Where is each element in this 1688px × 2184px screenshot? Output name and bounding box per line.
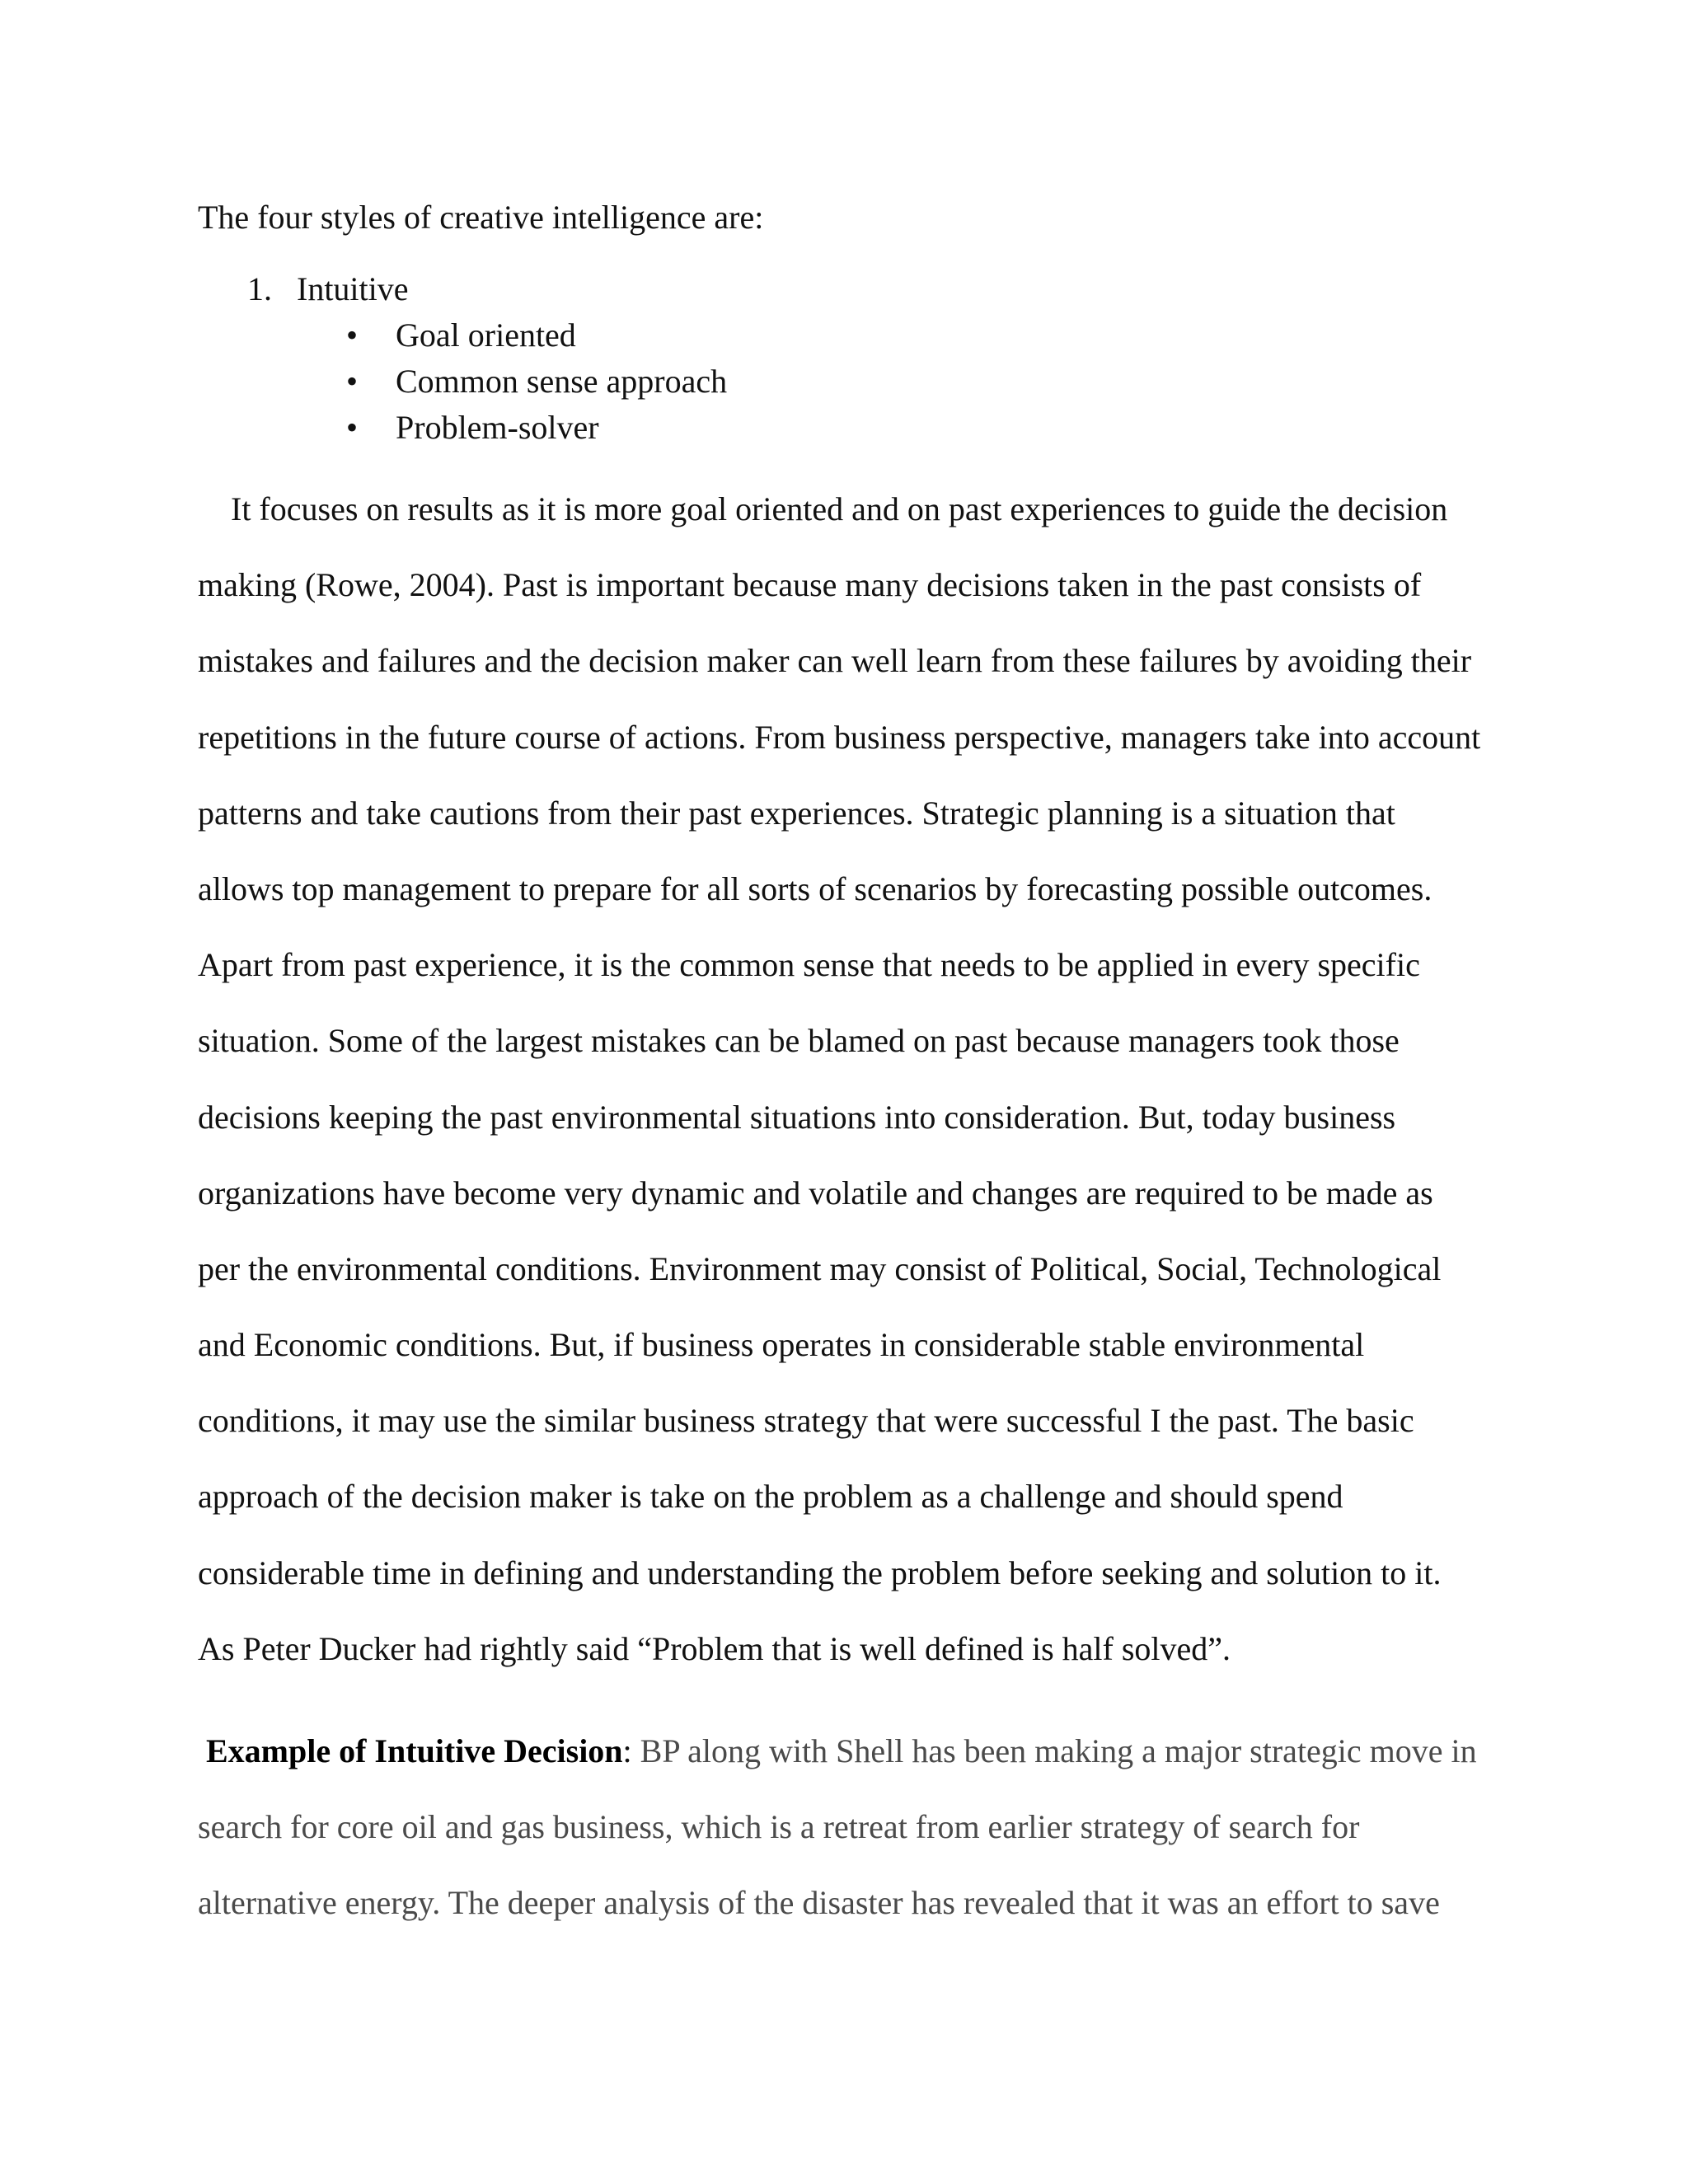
paragraph-line: conditions, it may use the similar business strategy that were successful I the past. The basic [198, 1402, 1414, 1440]
bullet-text: Common sense approach [396, 363, 728, 400]
example-heading: Example of Intuitive Decision [206, 1732, 623, 1769]
paragraph-line: It focuses on results as it is more goal oriented and on past experiences to guide the decision [231, 490, 1448, 527]
example-paragraph [198, 1713, 1517, 1942]
paragraph-line: considerable time in defining and understanding the problem before seeking and solution to it. [198, 1554, 1442, 1591]
paragraph-line: decisions keeping the past environmental situations into consideration. But, today business [198, 1098, 1396, 1136]
intro-sentence: The four styles of creative intelligence are: [198, 199, 764, 236]
paragraph-line: making (Rowe, 2004). Past is important because many decisions taken in the past consists of [198, 566, 1422, 604]
bullet-icon: • [346, 316, 359, 354]
example-line: alternative energy. The deeper analysis of the disaster has revealed that it was an effort to save [198, 1884, 1440, 1922]
paragraph-line: situation. Some of the largest mistakes can be blamed on past because managers took those [198, 1022, 1400, 1060]
bullet-item [346, 359, 727, 405]
numbered-list-item [247, 266, 409, 312]
example-colon: : [622, 1732, 632, 1769]
example-first-line-text: BP along with Shell has been making a major strategic move in [631, 1732, 1477, 1769]
body-paragraph [198, 471, 1517, 1687]
paragraph-line: Apart from past experience, it is the common sense that needs to be applied in every specific [198, 946, 1420, 984]
paragraph-line: mistakes and failures and the decision maker can well learn from these failures by avoiding their [198, 642, 1472, 680]
example-line: search for core oil and gas business, which is a retreat from earlier strategy of search for [198, 1808, 1360, 1846]
paragraph-line: per the environmental conditions. Environment may consist of Political, Social, Technological [198, 1249, 1442, 1287]
paragraph-line: and Economic conditions. But, if business operates in considerable stable environmental [198, 1326, 1365, 1364]
bullet-icon: • [346, 409, 359, 446]
bullet-item [346, 405, 727, 451]
list-item-title: Intuitive [297, 270, 409, 307]
paragraph-line: As Peter Ducker had rightly said “Problem that is well defined is half solved”. [198, 1629, 1231, 1667]
paragraph-line: repetitions in the future course of actions. From business perspective, managers take into account [198, 718, 1481, 756]
bullet-text: Problem-solver [396, 409, 599, 446]
bullet-text: Goal oriented [396, 316, 576, 354]
paragraph-line: organizations have become very dynamic and volatile and changes are required to be made as [198, 1174, 1433, 1212]
bullet-item [346, 312, 727, 359]
example-first-line [198, 1713, 1517, 1789]
paragraph-line: allows top management to prepare for all sorts of scenarios by forecasting possible outcomes. [198, 869, 1432, 907]
list-number: 1. [247, 270, 272, 307]
paragraph-line: approach of the decision maker is take on the problem as a challenge and should spend [198, 1478, 1343, 1516]
bullet-icon: • [346, 363, 359, 400]
paragraph-line: patterns and take cautions from their past experiences. Strategic planning is a situation that [198, 794, 1395, 832]
bullet-list [346, 312, 727, 451]
